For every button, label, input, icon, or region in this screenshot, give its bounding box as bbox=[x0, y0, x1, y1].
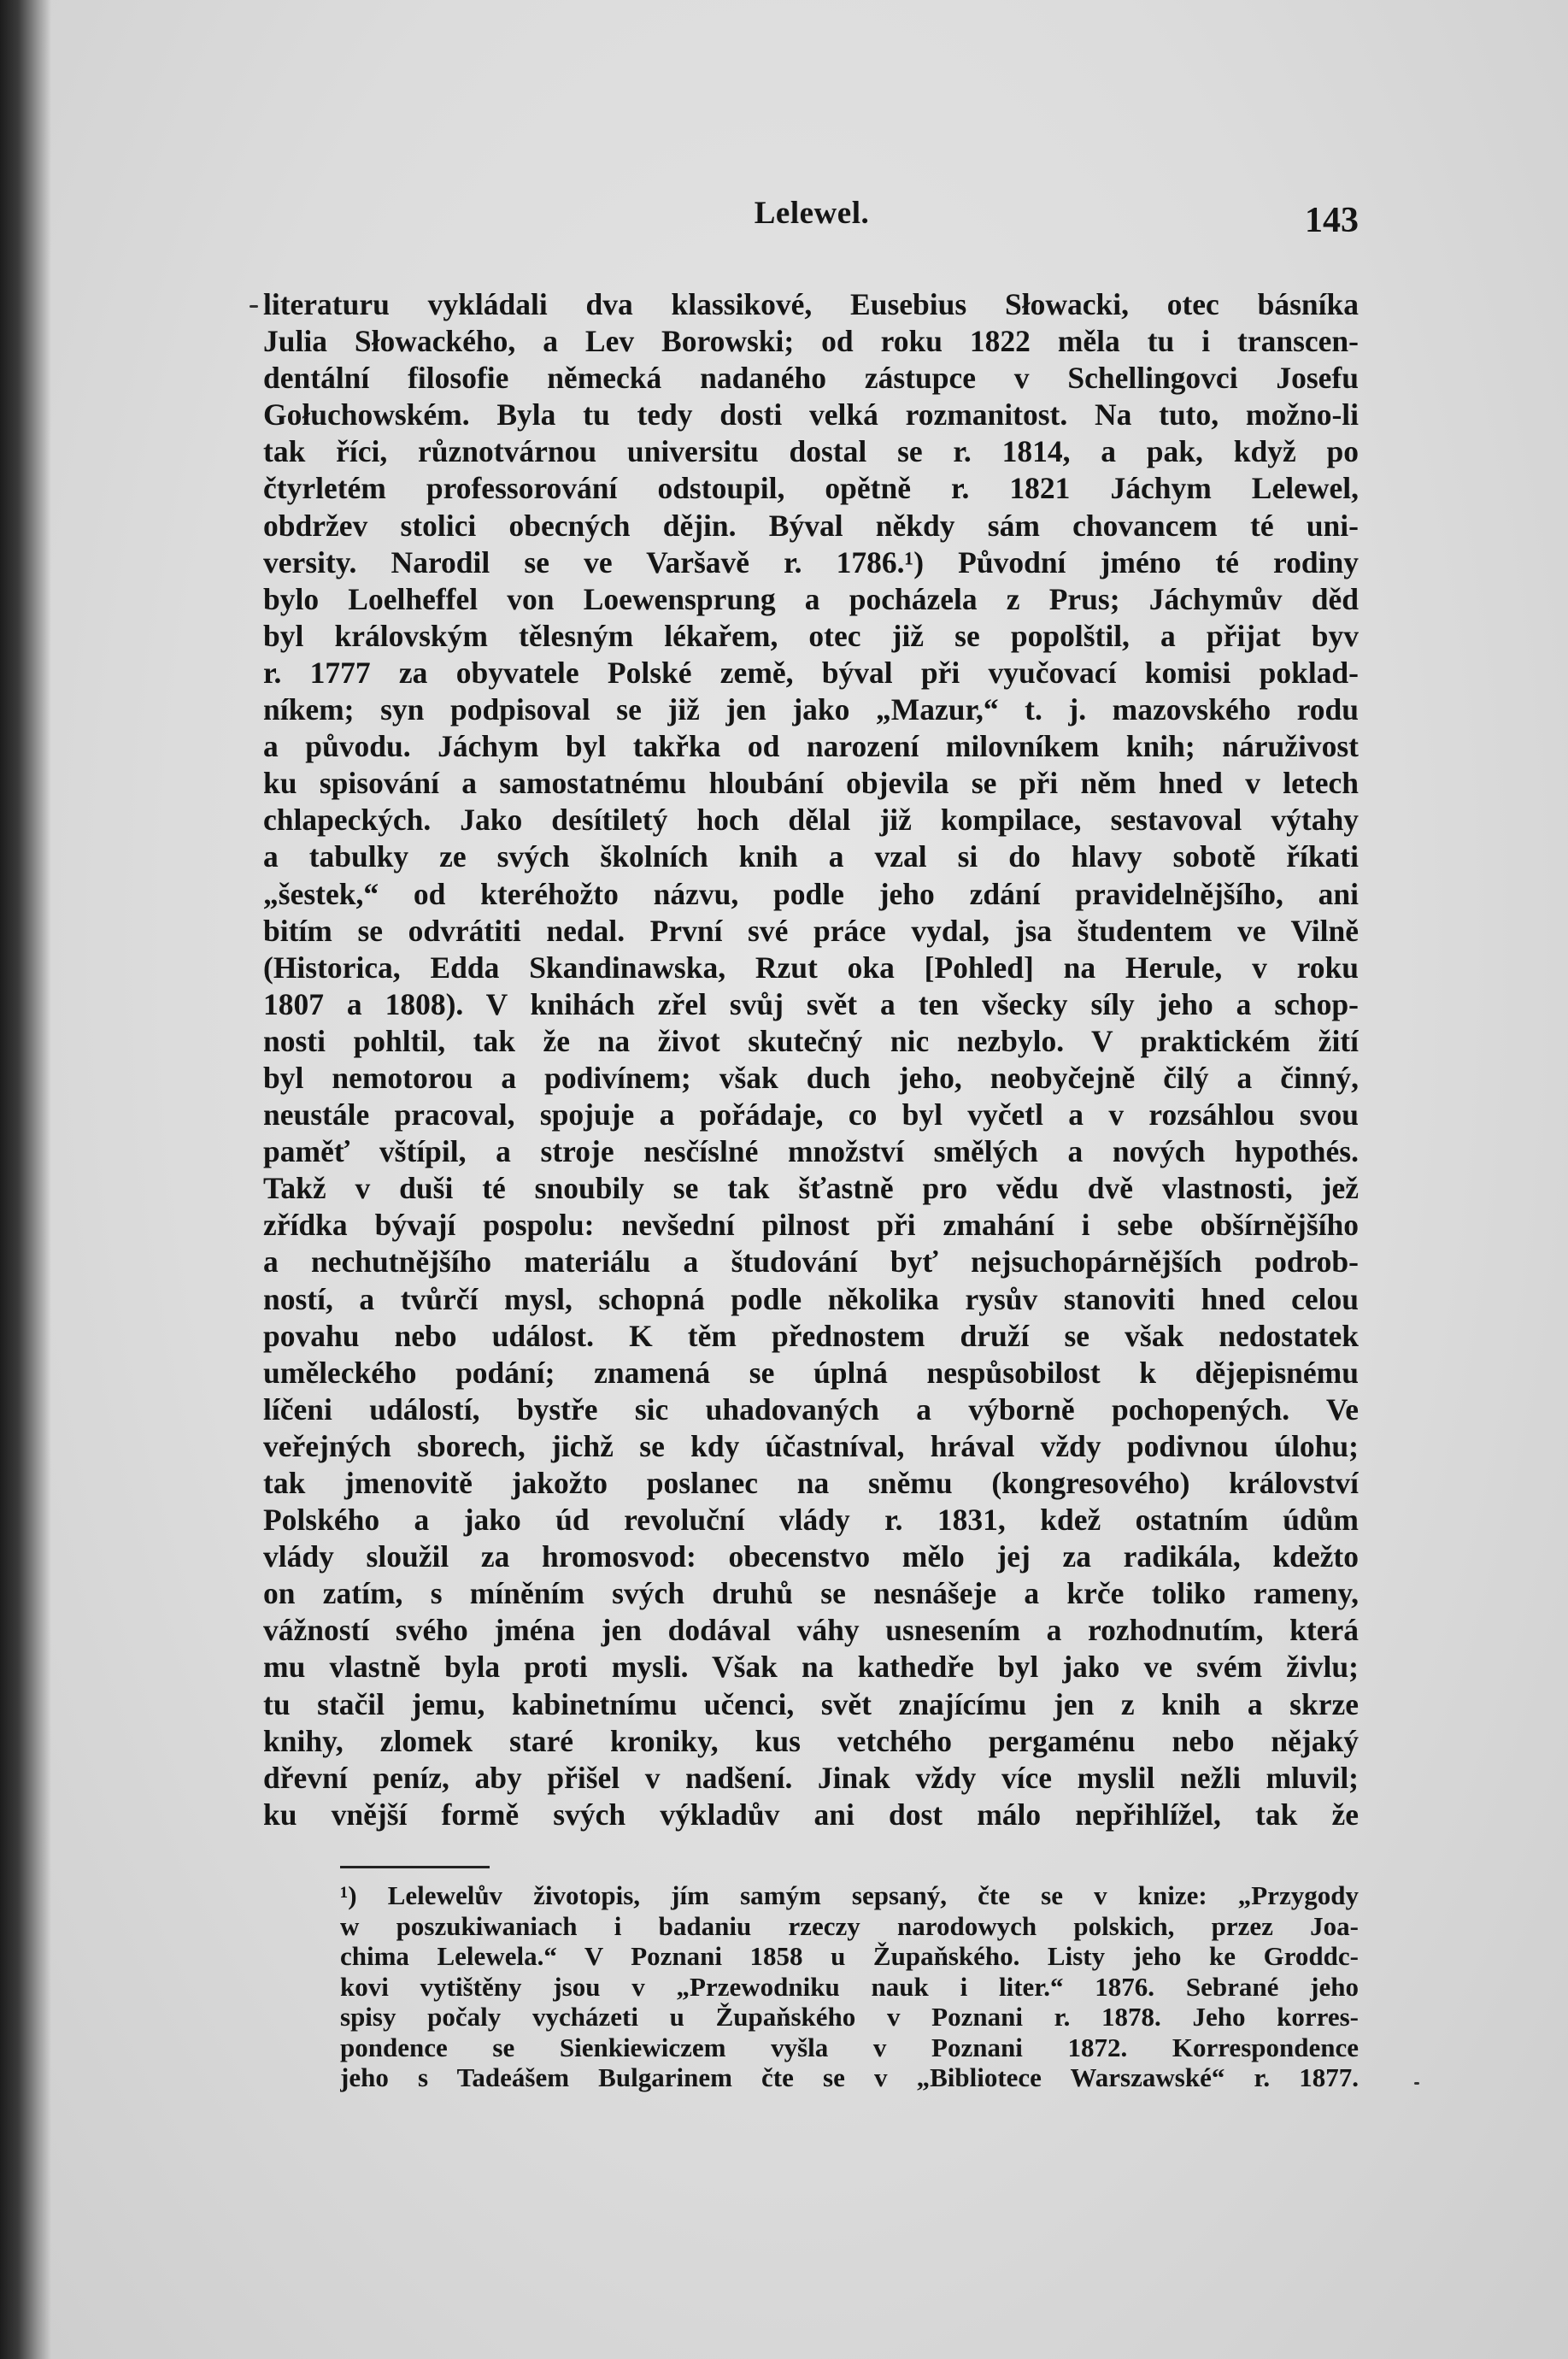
text-line: dřevní peníz, aby přišel v nadšení. Jinak vždy více myslil nežli mluvil; bbox=[263, 1760, 1359, 1795]
text-line: obdržev stolici obecných dějin. Býval někdy sám chovancem té uni- bbox=[263, 508, 1359, 543]
text-line: zřídka bývají pospolu: nevšední pilnost při zmahání i sebe obšírnějšího bbox=[263, 1208, 1359, 1243]
text-line: byl královským tělesným lékařem, otec již se popolštil, a přijat byv bbox=[263, 618, 1359, 653]
text-line: Polského a jako úd revoluční vlády r. 1831, kdež ostatním údům bbox=[263, 1503, 1359, 1538]
text-line: nosti pohltil, tak že na život skutečný nic nezbylo. V praktickém žití bbox=[263, 1023, 1359, 1058]
body-text bbox=[263, 286, 1359, 1833]
text-line: on zatím, s míněním svých druhů se nesnášeje a krče toliko rameny, bbox=[263, 1576, 1359, 1611]
footnote-line: chima Lelewela.“ V Poznani 1858 u Župaňského. Listy jeho ke Groddc- bbox=[340, 1941, 1359, 1971]
text-line: paměť vštípil, a stroje nesčíslné množství smělých a nových hypothés. bbox=[263, 1134, 1359, 1169]
text-line: ností, a tvůrčí mysl, schopná podle několika rysův stanoviti hned celou bbox=[263, 1281, 1359, 1316]
footnote-line: ¹) Lelewelův životopis, jím samým sepsaný, čte se v knize: „Przygody bbox=[340, 1880, 1359, 1910]
text-line: vážností svého jména jen dodával váhy usnesením a rozhodnutím, která bbox=[263, 1613, 1359, 1648]
running-head bbox=[265, 195, 1359, 246]
footnote-line: jeho s Tadeášem Bulgarinem čte se v „Bibliotece Warszawské“ r. 1877. bbox=[340, 2062, 1359, 2092]
text-line: a nechutnějšího materiálu a študování byť nejsuchopárnějších podrob- bbox=[263, 1244, 1359, 1280]
text-line: a tabulky ze svých školních knih a vzal si do hlavy sobotě říkati bbox=[263, 839, 1359, 874]
text-line: literaturu vykládali dva klassikové, Eusebius Słowacki, otec básníka bbox=[263, 287, 1359, 321]
margin-mark bbox=[250, 305, 258, 308]
text-line: byl nemotorou a podivínem; však duch jeho, neobyčejně čilý a činný, bbox=[263, 1060, 1359, 1095]
text-line: tak jmenovitě jakožto poslanec na sněmu (kongresového) království bbox=[263, 1466, 1359, 1500]
text-line: níkem; syn podpisoval se již jen jako „Mazur,“ t. j. mazovského rodu bbox=[263, 692, 1359, 727]
page-number: 143 bbox=[1305, 201, 1359, 240]
text-line: Takž v duši té snoubily se tak šťastně pro vědu dvě vlastnosti, jež bbox=[263, 1171, 1359, 1206]
text-line: chlapeckých. Jako desítiletý hoch dělal již kompilace, sestavoval výtahy bbox=[263, 803, 1359, 838]
running-title: Lelewel. bbox=[754, 196, 870, 231]
text-line: tu stačil jemu, kabinetnímu učenci, svět znajícímu jen z knih a skrze bbox=[263, 1686, 1359, 1721]
text-line: bitím se odvrátiti nedal. První své práce vydal, jsa študentem ve Vilně bbox=[263, 913, 1359, 948]
text-line: čtyrletém professorování odstoupil, opětně r. 1821 Jáchym Lelewel, bbox=[263, 471, 1359, 506]
margin-mark bbox=[1414, 2082, 1419, 2085]
text-line: ku spisování a samostatnému hloubání objevila se při něm hned v letech bbox=[263, 766, 1359, 801]
text-line: tak říci, různotvárnou universitu dostal se r. 1814, a pak, když po bbox=[263, 434, 1359, 469]
text-line: versity. Narodil se ve Varšavě r. 1786.¹) Původní jméno té rodiny bbox=[263, 544, 1359, 579]
text-line: neustále pracoval, spojuje a pořádaje, co byl vyčetl a v rozsáhlou svou bbox=[263, 1097, 1359, 1132]
text-line: r. 1777 za obyvatele Polské země, býval při vyučovací komisi poklad- bbox=[263, 655, 1359, 690]
text-line: „šestek,“ od kteréhožto názvu, podle jeho zdání pravidelnějšího, ani bbox=[263, 876, 1359, 911]
footnote-line: pondence se Sienkiewiczem vyšla v Poznani 1872. Korrespondence bbox=[340, 2032, 1359, 2062]
binding-shadow bbox=[0, 0, 51, 2359]
text-line: líčeni událostí, bystře sic uhadovaných a výborně pochopených. Ve bbox=[263, 1391, 1359, 1427]
text-line: Julia Słowackého, a Lev Borowski; od roku 1822 měla tu i transcen- bbox=[263, 324, 1359, 359]
text-line: (Historica, Edda Skandinawska, Rzut oka [Pohled] na Herule, v roku bbox=[263, 950, 1359, 985]
text-line: vlády sloužil za hromosvod: obecenstvo mělo jej za radikála, kdežto bbox=[263, 1539, 1359, 1574]
text-line: uměleckého podání; znamená se úplná nespůsobilost k dějepisnému bbox=[263, 1355, 1359, 1390]
text-line: ku vnější formě svých výkladův ani dost málo nepřihlížel, tak že bbox=[263, 1797, 1359, 1832]
text-line: knihy, zlomek staré kroniky, kus vetchého pergaménu nebo nějaký bbox=[263, 1723, 1359, 1758]
text-line: povahu nebo událost. K těm přednostem druží se však nedostatek bbox=[263, 1318, 1359, 1353]
footnote-line: kovi vytištěny jsou v „Przewodniku nauk i liter.“ 1876. Sebrané jeho bbox=[340, 1971, 1359, 2002]
footnote-line: w poszukiwaniach i badaniu rzeczy narodowych polskich, przez Joa- bbox=[340, 1910, 1359, 1941]
text-line: Gołuchowském. Byla tu tedy dosti velká rozmanitost. Na tuto, možno-li bbox=[263, 397, 1359, 432]
text-line: bylo Loelheffel von Loewensprung a pocházela z Prus; Jáchymův děd bbox=[263, 581, 1359, 616]
footnote-rule bbox=[340, 1866, 490, 1868]
text-line: mu vlastně byla proti mysli. Však na kathedře byl jako ve svém živlu; bbox=[263, 1650, 1359, 1685]
text-line: dentální filosofie německá nadaného zástupce v Schellingovci Josefu bbox=[263, 361, 1359, 396]
footnote-line: spisy počaly vycházeti u Župaňského v Poznani r. 1878. Jeho korres- bbox=[340, 2002, 1359, 2032]
text-line: a původu. Jáchym byl takřka od narození milovníkem knih; náruživost bbox=[263, 729, 1359, 764]
text-line: 1807 a 1808). V knihách zřel svůj svět a ten všecky síly jeho a schop- bbox=[263, 986, 1359, 1021]
text-line: veřejných sborech, jichž se kdy účastníval, hrával vždy podivnou úlohu; bbox=[263, 1428, 1359, 1463]
footnotes bbox=[340, 1880, 1359, 2093]
